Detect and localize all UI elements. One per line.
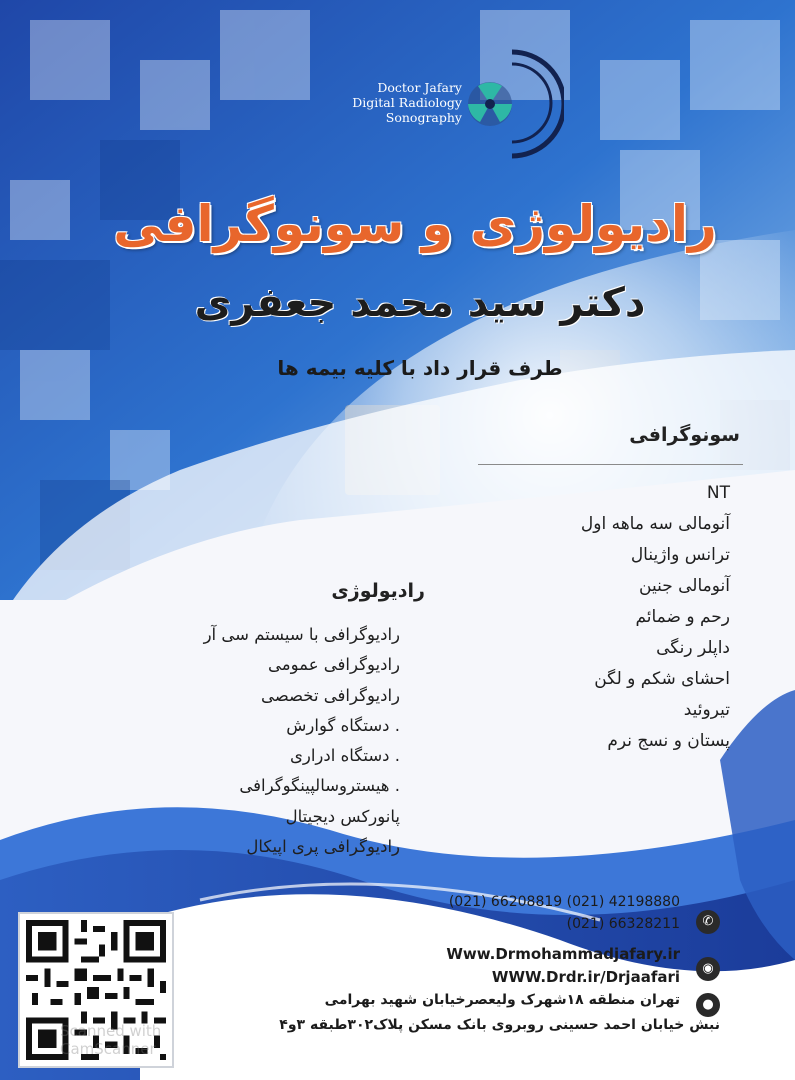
list-item: رادیوگرافی تخصصی bbox=[260, 685, 400, 705]
list-item: رادیوگرافی با سیستم سی آر bbox=[203, 625, 400, 644]
list-item: رحم و ضمائم bbox=[635, 607, 730, 627]
globe-icon: ◉ bbox=[696, 957, 720, 981]
radiation-icon bbox=[460, 44, 564, 164]
list-item: . دستگاه ادراری bbox=[289, 746, 400, 766]
list-item: آنومالی سه ماهه اول bbox=[580, 514, 730, 534]
phone-number-secondary: (021) 66328211 bbox=[566, 916, 680, 932]
address-line-1: تهران منطقه ۱۸شهرک ولیعصرخیابان شهید بهرامی bbox=[324, 992, 680, 1008]
list-item: . دستگاه گوارش bbox=[286, 715, 400, 735]
address-line-2: نبش خیابان احمد حسینی روبروی بانک مسکن پلاک۳۰۲طبقه ۳و۴ bbox=[279, 1017, 720, 1033]
website-link-1[interactable]: Www.Drmohammadjafary.ir bbox=[446, 945, 680, 963]
list-item: . هیستروسالپینگوگرافی bbox=[239, 776, 400, 796]
website-link-2[interactable]: WWW.Drdr.ir/Drjaafari bbox=[491, 968, 680, 986]
list-item: داپلر رنگی bbox=[656, 638, 730, 658]
insurance-note: طرف قرار داد با کلیه بیمه ها bbox=[277, 356, 563, 380]
sonography-list bbox=[440, 478, 730, 757]
logo-line-2: Digital Radiology bbox=[352, 95, 462, 110]
scanner-watermark bbox=[60, 1022, 161, 1058]
sonography-heading: سونوگرافی bbox=[629, 424, 740, 446]
clinic-title: رادیولوژی و سونوگرافی bbox=[113, 195, 717, 253]
list-item: احشای شکم و لگن bbox=[594, 669, 730, 689]
sonography-divider bbox=[478, 464, 743, 465]
phone-icon: ✆ bbox=[696, 910, 720, 934]
logo-line-3: Sonography bbox=[385, 110, 462, 125]
clinic-logo bbox=[312, 44, 562, 164]
list-item: پستان و نسج نرم bbox=[607, 731, 730, 751]
watermark-line-1: Scanned with bbox=[60, 1022, 162, 1040]
radiology-heading: رادیولوژی bbox=[331, 580, 425, 602]
phone-numbers: (021) 66208819 (021) 42198880 bbox=[448, 894, 680, 910]
list-item: پانورکس دیجیتال bbox=[285, 806, 400, 826]
list-item: ترانس واژینال bbox=[630, 545, 730, 565]
watermark-line-2: CamScanner bbox=[60, 1040, 156, 1058]
logo-line-1: Doctor Jafary bbox=[377, 80, 462, 95]
list-item: آنومالی جنین bbox=[639, 576, 730, 596]
list-item: تیروئید bbox=[683, 700, 730, 720]
doctor-name: دکتر سید محمد جعفری bbox=[194, 280, 646, 326]
logo-text bbox=[312, 80, 462, 125]
location-pin-icon: ● bbox=[696, 993, 720, 1017]
list-item: NT bbox=[706, 483, 730, 503]
list-item: رادیوگرافی عمومی bbox=[268, 655, 400, 675]
radiology-list bbox=[150, 620, 400, 862]
list-item: رادیوگرافی پری اپیکال bbox=[246, 837, 400, 857]
